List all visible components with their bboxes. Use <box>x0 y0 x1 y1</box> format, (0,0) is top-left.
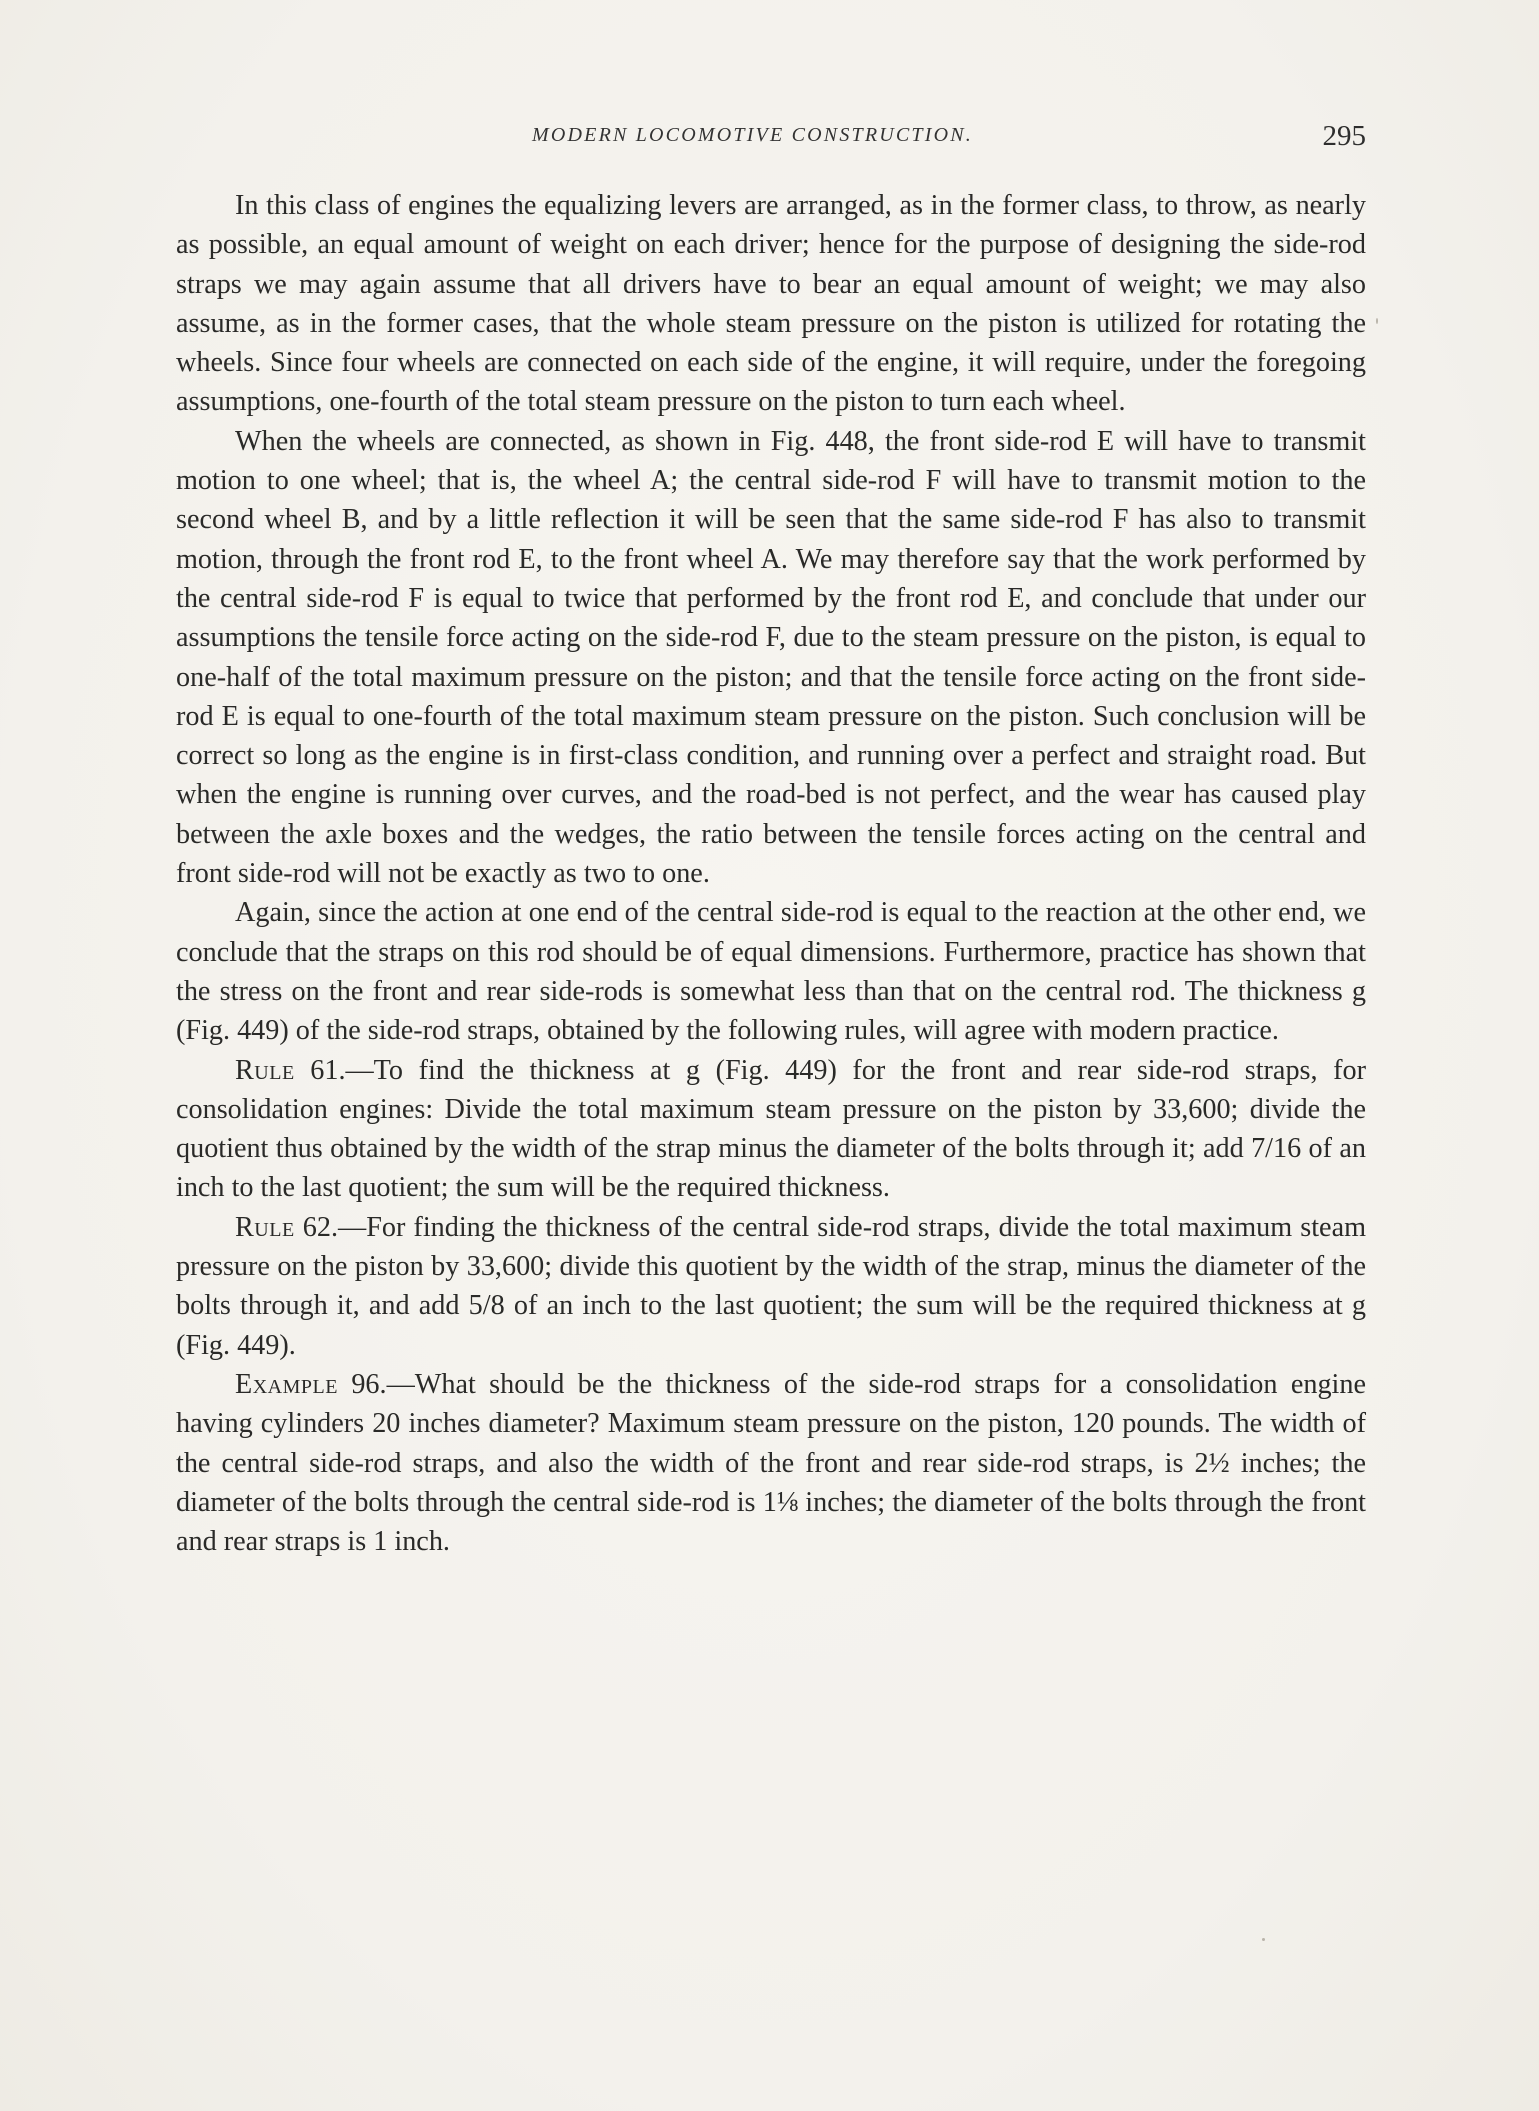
paragraph: In this class of engines the equalizing levers are arranged, as in the former class, to throw, as nearly as possible, an equal amount of weight on each driver; hence for the purpose of designing the side-rod straps we may again assume that all drivers have to bear an equal amount of weight; we may also assume, as in the former cases, that the whole steam pressure on the piston is utilized for rotating the wheels. Since four wheels are connected on each side of the engine, it will require, under the foregoing assumptions, one-fourth of the total steam pressure on the piston to turn each wheel. <box>176 190 1366 418</box>
paragraph-rule-62 <box>176 1208 1366 1365</box>
page-number: 295 <box>1322 120 1366 152</box>
paragraph-example-96 <box>176 1365 1366 1561</box>
paper-speck <box>1262 1938 1265 1941</box>
paragraph-rule-61 <box>176 1051 1366 1208</box>
rule-label: Rule <box>235 1211 295 1243</box>
rule-text: 61.—To find the thickness at g (Fig. 449) for the front and rear side-rod straps, for consolidation engines: Divide the total maximum steam pressure on the piston by 33,600; divide the quotient thus obtained by the width of the strap minus the diameter of the bolts through it; add 7/16 of an inch to the last quotient; the sum will be the required thickness. <box>176 1054 1366 1204</box>
rule-label: Rule <box>235 1054 295 1086</box>
running-head <box>176 120 1366 156</box>
paragraph: Again, since the action at one end of the central side-rod is equal to the reaction at the other end, we conclude that the straps on this rod should be of equal dimensions. Furthermore, practice has shown that the stress on the front and rear side-rods is somewhat less than that on the central rod. The thickness g (Fig. 449) of the side-rod straps, obtained by the following rules, will agree with modern practice. <box>176 897 1366 1047</box>
running-title: MODERN LOCOMOTIVE CONSTRUCTION. <box>532 124 974 146</box>
example-label: Example <box>235 1368 338 1400</box>
paper-speck <box>1376 318 1378 324</box>
paragraph: When the wheels are connected, as shown in Fig. 448, the front side-rod E will have to transmit motion to one wheel; that is, the wheel A; the central side-rod F will have to transmit motion to the second wheel B, and by a little reflection it will be seen that the same side-rod F has also to transmit motion, through the front rod E, to the front wheel A. We may therefore say that the work performed by the central side-rod F is equal to twice that performed by the front rod E, and conclude that under our assumptions the tensile force acting on the side-rod F, due to the steam pressure on the piston, is equal to one-half of the total maximum pressure on the piston; and that the tensile force acting on the front side-rod E is equal to one-fourth of the total maximum steam pressure on the piston. Such conclusion will be correct so long as the engine is in first-class condition, and running over a perfect and straight road. But when the engine is running over curves, and the road-bed is not perfect, and the wear has caused play between the axle boxes and the wedges, the ratio between the tensile forces acting on the central and front side-rod will not be exactly as two to one. <box>176 425 1366 890</box>
rule-text: 62.—For finding the thickness of the central side-rod straps, divide the total maximum steam pressure on the piston by 33,600; divide this quotient by the width of the strap, minus the diameter of the bolts through it, and add 5/8 of an inch to the last quotient; the sum will be the required thickness at g (Fig. 449). <box>176 1211 1366 1361</box>
body-text <box>176 186 1366 1561</box>
example-text: 96.—What should be the thickness of the side-rod straps for a consolidation engine having cylinders 20 inches diameter? Maximum steam pressure on the piston, 120 pounds. The width of the central side-rod straps, and also the width of the front and rear side-rod straps, is 2½ inches; the diameter of the bolts through the central side-rod is 1⅛ inches; the diameter of the bolts through the front and rear straps is 1 inch. <box>176 1368 1366 1558</box>
